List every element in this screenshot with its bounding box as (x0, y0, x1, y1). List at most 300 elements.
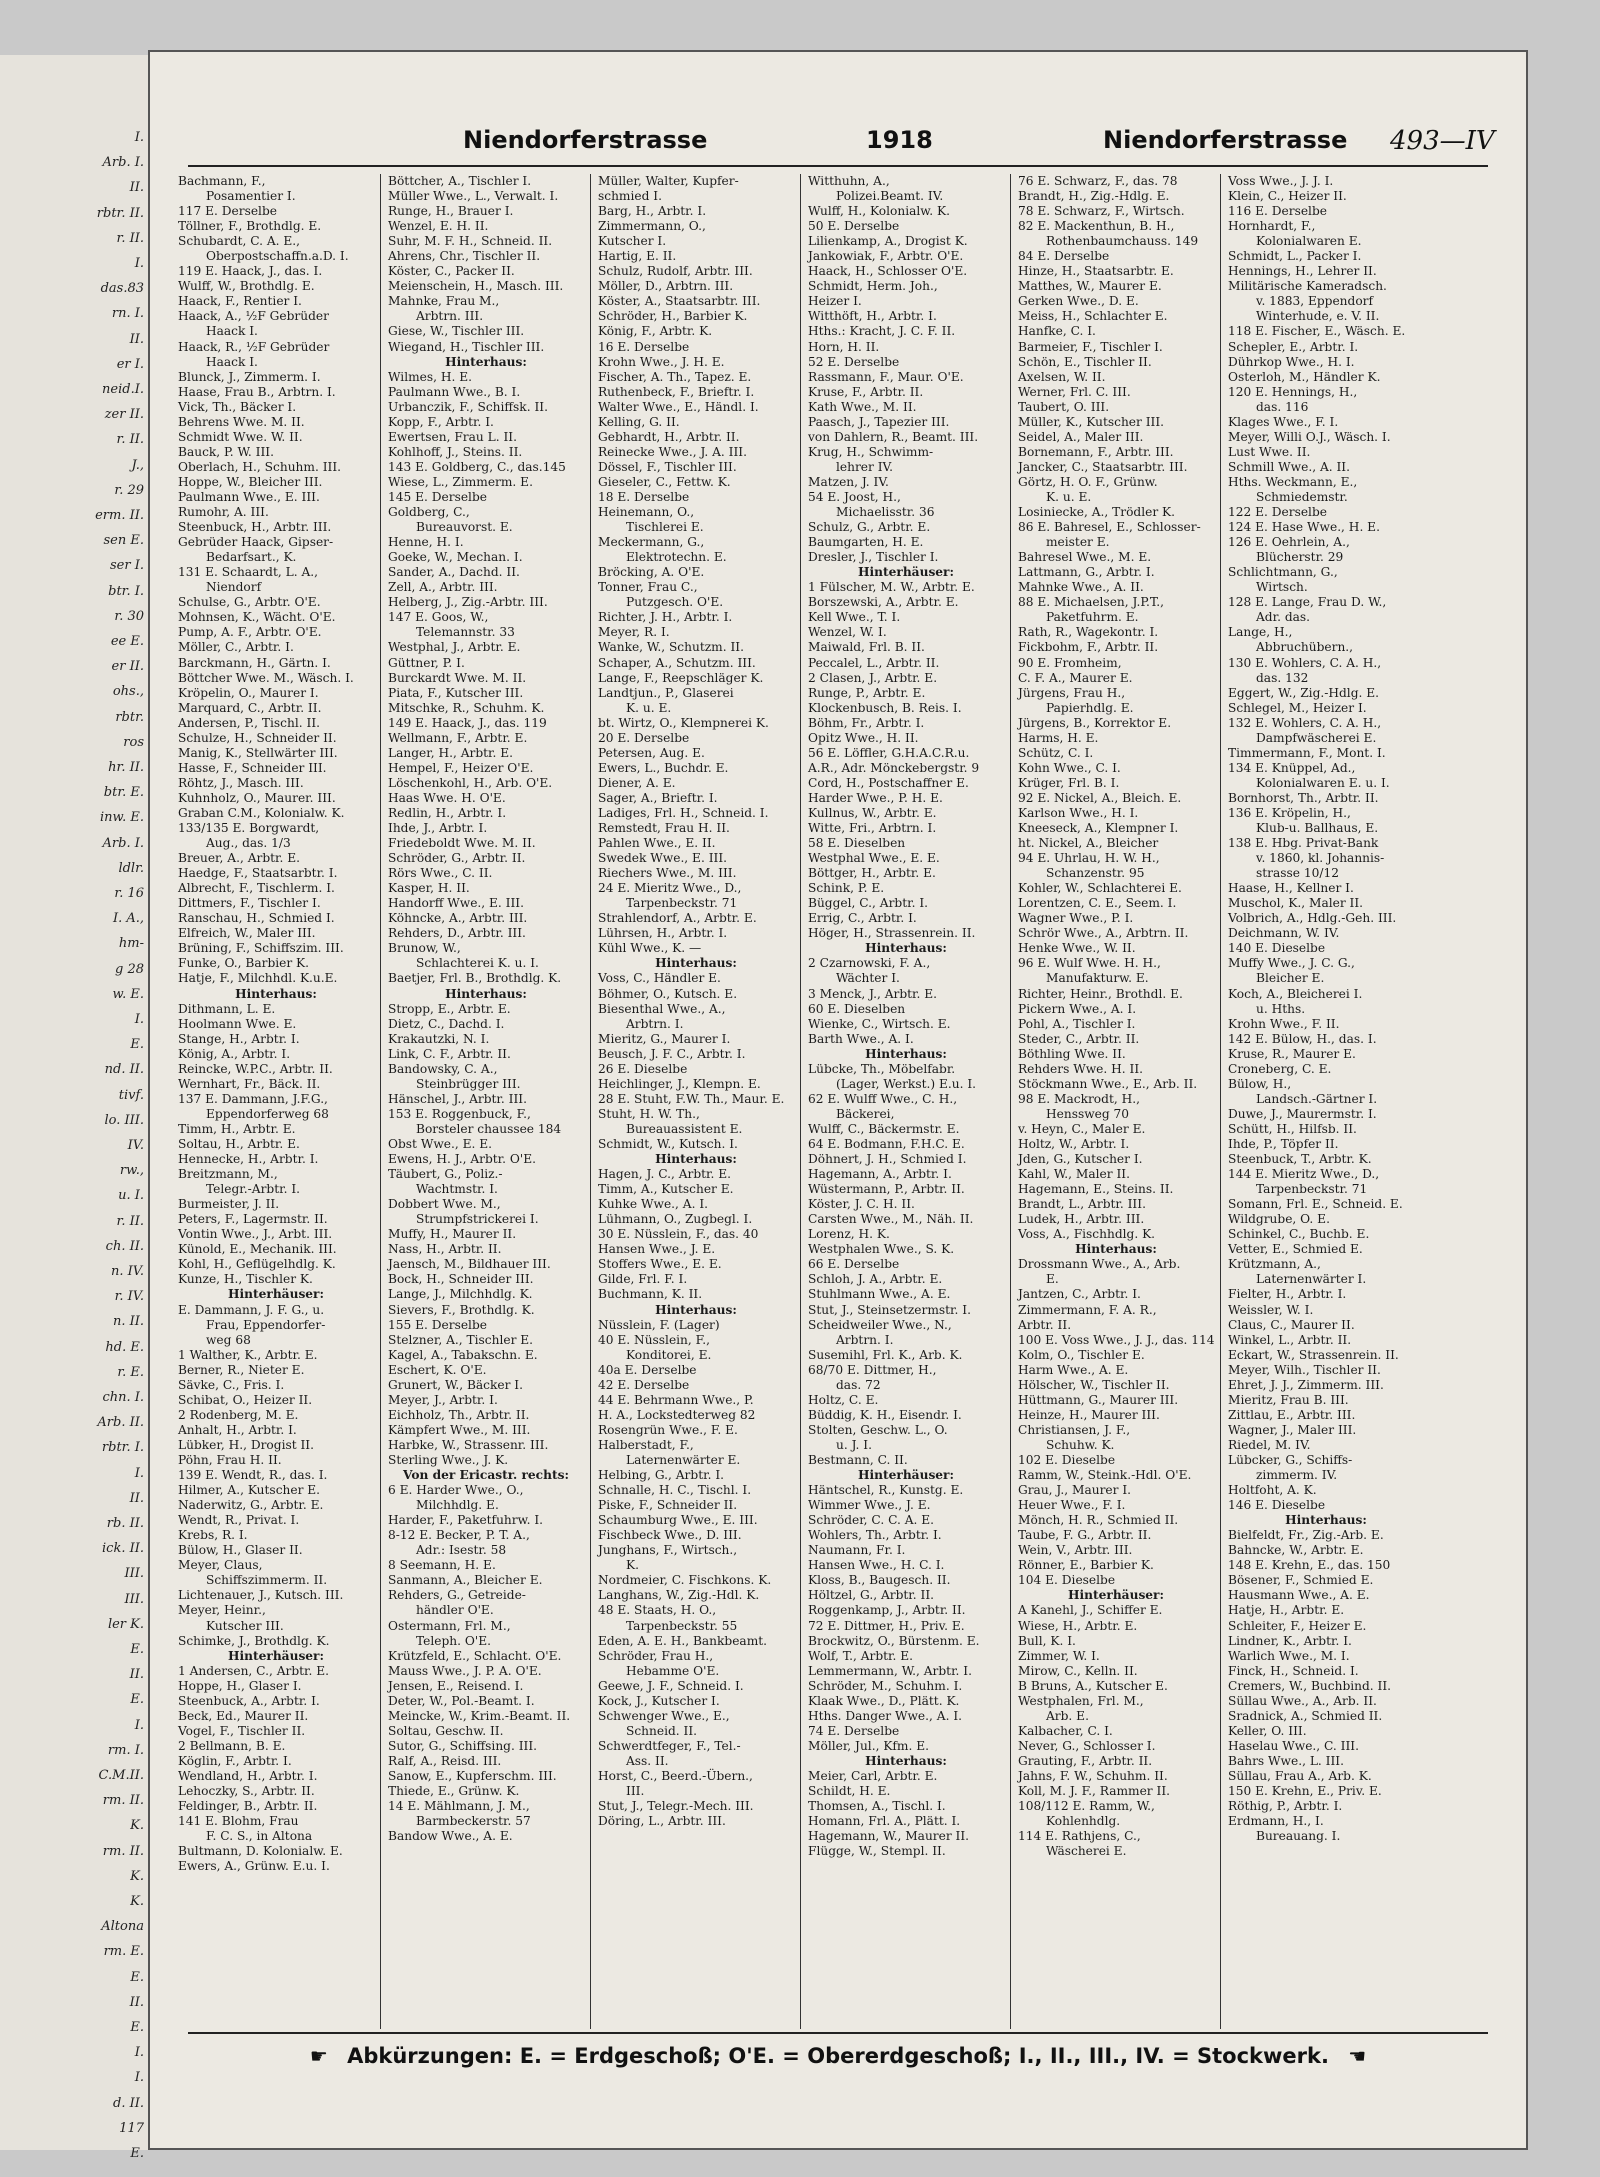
directory-entry: Höger, H., Strassenrein. II. (808, 926, 976, 941)
directory-entry: Schulse, G., Arbtr. O'E. (178, 595, 321, 610)
directory-entry: Kullnus, W., Arbtr. E. (808, 805, 937, 820)
directory-entry: Böttcher, A., Tischler I. (388, 174, 532, 188)
directory-entry: Scheidweiler Wwe., N., (808, 1317, 952, 1332)
directory-entry: Ranschau, H., Schmied I. (178, 911, 335, 926)
directory-entry: 1 Andersen, C., Arbtr. E. (178, 1663, 330, 1678)
directory-entry: Wulff, C., Bäckermstr. E. (808, 1121, 960, 1136)
margin-fragment: btr. E. (103, 785, 144, 801)
directory-entry: Meiss, H., Schlachter E. (1018, 309, 1168, 324)
column-divider (1010, 174, 1011, 2029)
directory-entry: 117 E. Derselbe (178, 204, 277, 219)
directory-entry: Paasch, J., Tapezier III. (808, 414, 950, 429)
directory-entry: Richter, J. H., Arbtr. I. (598, 610, 733, 625)
directory-entry: Lange, F., Reepschläger K. (598, 670, 764, 685)
directory-entry: Gebrüder Haack, Gipser- (178, 535, 334, 550)
directory-entry: Kolonialwaren E. u. I. (1256, 775, 1390, 790)
directory-entry: Duwe, J., Maurermstr. I. (1228, 1106, 1377, 1121)
directory-entry: Junghans, F., Wirtsch., (598, 1543, 738, 1558)
directory-entry: Bösener, F., Schmied E. (1228, 1573, 1374, 1588)
directory-entry: Beck, Ed., Maurer II. (178, 1708, 309, 1723)
directory-entry: Arbtrn. I. (626, 1016, 684, 1031)
column-2 (388, 174, 584, 2029)
directory-entry: Schlachterei K. u. I. (416, 956, 539, 971)
directory-entry: Schulze, H., Schneider II. (178, 730, 337, 745)
directory-entry: Blunck, J., Zimmerm. I. (178, 369, 321, 384)
directory-entry: Putzgesch. O'E. (626, 595, 724, 610)
directory-entry: Gebhardt, H., Arbtr. II. (598, 429, 740, 444)
directory-entry: Krug, H., Schwimm- (808, 444, 934, 459)
directory-entry: Richter, Heinr., Brothdl. E. (1018, 986, 1183, 1001)
directory-entry: Sradnick, A., Schmied II. (1228, 1708, 1383, 1723)
street-title-right: Niendorferstrasse (1103, 126, 1348, 154)
directory-entry: Taubert, O. III. (1018, 399, 1110, 414)
directory-entry: Telemannstr. 33 (416, 625, 515, 640)
directory-entry: Kühl Wwe., K. — (598, 941, 702, 956)
directory-entry: Hinterhaus: (235, 986, 317, 1001)
directory-entry: 124 E. Hase Wwe., H. E. (1228, 520, 1380, 535)
directory-entry: 155 E. Derselbe (388, 1317, 487, 1332)
directory-entry: Polizei.Beamt. IV. (836, 189, 944, 204)
directory-entry: Rehders, G., Getreide- (388, 1588, 526, 1603)
directory-entry: bt. Wirtz, O., Klempnerei K. (598, 715, 769, 730)
abbreviation-text: E. = Erdgeschoß; O'E. = Obererdgeschoß; I., II., III., IV. = Stockwerk. (519, 2044, 1329, 2068)
directory-entry: Runge, P., Arbtr. E. (808, 685, 926, 700)
directory-entry: 18 E. Derselbe (598, 489, 690, 504)
directory-entry: 28 E. Stuht, F.W. Th., Maur. E. (598, 1091, 785, 1106)
directory-entry: Mauss Wwe., J. P. A. O'E. (388, 1663, 542, 1678)
directory-entry: 114 E. Rathjens, C., (1018, 1829, 1141, 1844)
directory-entry: Hinterhäuser: (228, 1648, 324, 1663)
directory-entry: Wendland, H., Arbtr. I. (178, 1768, 318, 1783)
directory-entry: Büddig, K. H., Eisendr. I. (808, 1407, 962, 1422)
directory-entry: Hths.: Kracht, J. C. F. II. (808, 324, 956, 339)
directory-entry: Schaumburg Wwe., E. III. (598, 1513, 758, 1528)
directory-entry: Funke, O., Barbier K. (178, 956, 310, 971)
directory-entry: Büggel, C., Arbtr. I. (808, 896, 929, 911)
directory-entry: Stöckmann Wwe., E., Arb. II. (1018, 1076, 1198, 1091)
directory-entry: Croneberg, C. E. (1228, 1061, 1332, 1076)
directory-entry: Böthling Wwe. II. (1018, 1046, 1126, 1061)
directory-entry: Schütt, H., Hilfsb. II. (1228, 1121, 1357, 1136)
directory-entry: Wernhart, Fr., Bäck. II. (178, 1076, 321, 1091)
margin-fragment: II. (129, 180, 144, 196)
directory-entry: Zell, A., Arbtr. III. (388, 580, 498, 595)
directory-entry: Schlichtmann, G., (1228, 565, 1338, 580)
directory-entry: 74 E. Derselbe (808, 1723, 900, 1738)
directory-entry: Breuer, A., Arbtr. E. (178, 851, 301, 866)
directory-entry: Bauck, P. W. III. (178, 444, 274, 459)
directory-entry: Hths. Danger Wwe., A. I. (808, 1708, 963, 1723)
margin-fragment: I. (134, 2070, 144, 2086)
directory-entry: Pohl, A., Tischler I. (1018, 1016, 1136, 1031)
directory-entry: Rönner, E., Barbier K. (1018, 1558, 1154, 1573)
directory-entry: 50 E. Derselbe (808, 219, 900, 234)
directory-entry: 138 E. Hbg. Privat-Bank (1228, 836, 1379, 851)
directory-entry: Gieseler, C., Fettw. K. (598, 474, 731, 489)
directory-entry: Errig, C., Arbtr. I. (808, 911, 917, 926)
directory-entry: Goeke, W., Mechan. I. (388, 550, 523, 565)
directory-entry: Hinterhaus: (1075, 1242, 1157, 1257)
directory-entry: 76 E. Schwarz, F., das. 78 (1018, 174, 1178, 188)
directory-entry: Eckart, W., Strassenrein. II. (1228, 1347, 1399, 1362)
directory-entry: Kalbacher, C. I. (1018, 1723, 1113, 1738)
directory-entry: Piata, F., Kutscher III. (388, 685, 524, 700)
directory-entry: Karlson Wwe., H. I. (1018, 805, 1139, 820)
directory-entry: Bandowsky, C. A., (388, 1061, 498, 1076)
directory-entry: Bornemann, F., Arbtr. III. (1018, 444, 1174, 459)
directory-entry: Bedarfsart., K. (206, 550, 297, 565)
margin-fragment: neid.I. (102, 382, 144, 397)
directory-entry: Fielter, H., Arbtr. I. (1228, 1287, 1347, 1302)
directory-entry: Koch, A., Bleicherei I. (1228, 986, 1363, 1001)
directory-entry: 116 E. Derselbe (1228, 204, 1327, 219)
directory-entry: Hinterhaus: (655, 956, 737, 971)
margin-fragment: r. II. (116, 230, 144, 246)
directory-entry: Bureauvorst. E. (416, 520, 513, 535)
directory-entry: Haase, H., Kellner I. (1228, 881, 1354, 896)
directory-entry: Buchmann, K. II. (598, 1287, 703, 1302)
directory-entry: 98 E. Mackrodt, H., (1018, 1091, 1140, 1106)
directory-entry: Bultmann, D. Kolonialw. E. (178, 1844, 343, 1859)
directory-entry: Bornhorst, Th., Arbtr. II. (1228, 790, 1379, 805)
directory-entry: Lorenz, H. K. (808, 1227, 890, 1242)
directory-entry: Wellmann, F., Arbtr. E. (388, 730, 528, 745)
margin-fragment: r. II. (116, 432, 144, 448)
directory-entry: Hilmer, A., Kutscher E. (178, 1483, 321, 1498)
margin-fragment: II. (129, 331, 144, 347)
directory-entry: Hüttmann, G., Maurer III. (1018, 1392, 1179, 1407)
directory-entry: Krohn Wwe., J. H. E. (598, 354, 725, 369)
directory-entry: Schaper, A., Schutzm. III. (598, 655, 756, 670)
directory-entry: Stut, J., Steinsetzermstr. I. (808, 1302, 971, 1317)
directory-entry: Link, C. F., Arbtr. II. (388, 1046, 511, 1061)
margin-fragment: IV. (127, 1138, 144, 1153)
directory-entry: Hoppe, W., Bleicher III. (178, 474, 323, 489)
directory-entry: Jürgens, Frau H., (1018, 685, 1126, 700)
directory-entry: Eppendorferweg 68 (206, 1106, 329, 1121)
directory-entry: Heinemann, O., (598, 505, 695, 520)
directory-entry: 108/112 E. Ramm, W., (1018, 1799, 1155, 1814)
directory-entry: Ewens, H. J., Arbtr. O'E. (388, 1152, 537, 1167)
directory-entry: Hoppe, H., Glaser I. (178, 1678, 302, 1693)
directory-entry: Bahrs Wwe., L. III. (1228, 1753, 1344, 1768)
directory-entry: Kahl, W., Maler II. (1018, 1167, 1130, 1182)
directory-entry: Hagemann, E., Steins. II. (1018, 1182, 1174, 1197)
directory-entry: Eden, A. E. H., Bankbeamt. (598, 1633, 768, 1648)
margin-fragment: ser I. (110, 558, 144, 574)
directory-entry: Wächter I. (836, 971, 900, 986)
directory-entry: Landtjun., P., Glaserei (598, 685, 734, 700)
margin-fragment: I. (134, 1717, 144, 1733)
directory-entry: Telegr.-Arbtr. I. (206, 1182, 301, 1197)
directory-entry: III. (626, 1784, 645, 1799)
directory-entry: Mohnsen, K., Wächt. O'E. (178, 610, 336, 625)
directory-entry: Wein, V., Arbtr. III. (1018, 1543, 1133, 1558)
directory-entry: Henne, H. I. (388, 535, 464, 550)
directory-entry: Wirtsch. (1256, 580, 1308, 595)
directory-entry: Haas Wwe. H. O'E. (388, 790, 506, 805)
directory-entry: Kämpfert Wwe., M. III. (388, 1422, 531, 1437)
directory-entry: Lange, J., Milchhdlg. K. (388, 1287, 533, 1302)
directory-entry: Hagemann, W., Maurer II. (808, 1829, 970, 1844)
directory-entry: Mirow, C., Kelln. II. (1018, 1663, 1138, 1678)
directory-entry: Ahrens, Chr., Tischler II. (388, 249, 541, 264)
directory-entry: 130 E. Wohlers, C. A. H., (1228, 655, 1382, 670)
directory-entry: Paulmann Wwe., E. III. (178, 489, 320, 504)
directory-entry: Schulz, G., Arbtr. E. (808, 520, 931, 535)
column-divider (380, 174, 381, 2029)
directory-entry: Cord, H., Postschaffner E. (808, 775, 969, 790)
directory-entry: Pickern Wwe., A. I. (1018, 1001, 1137, 1016)
directory-entry: Hinterhäuser: (858, 565, 954, 580)
directory-entry: Meyer, Willi O.J., Wäsch. I. (1228, 429, 1391, 444)
directory-entry: Westphal, J., Arbtr. E. (388, 640, 521, 655)
column-3 (598, 174, 794, 2029)
directory-entry: Kruse, R., Maurer E. (1228, 1046, 1356, 1061)
directory-entry: Meier, Carl, Arbtr. E. (808, 1768, 938, 1783)
directory-entry: Suhr, M. F. H., Schneid. II. (388, 234, 553, 249)
margin-fragment: K. (130, 1868, 144, 1884)
directory-entry: 44 E. Behrmann Wwe., P. (598, 1392, 754, 1407)
directory-entry: Köster, C., Packer II. (388, 264, 515, 279)
directory-entry: Döhnert, J. H., Schmied I. (808, 1152, 967, 1167)
directory-entry: Schröder, H., Barbier K. (598, 309, 748, 324)
directory-entry: Bleicher E. (1256, 971, 1325, 986)
directory-entry: Kruse, F., Arbtr. II. (808, 384, 924, 399)
directory-entry: 153 E. Roggenbuck, F., (388, 1106, 531, 1121)
column-divider (800, 174, 801, 2029)
directory-entry: Henke Wwe., W. II. (1018, 941, 1136, 956)
margin-fragment: w. E. (112, 986, 144, 1002)
directory-entry: Lichtenauer, J., Kutsch. III. (178, 1588, 344, 1603)
directory-entry: Sager, A., Brieftr. I. (598, 790, 718, 805)
directory-entry: Jden, G., Kutscher I. (1018, 1152, 1143, 1167)
directory-entry: Schwerdtfeger, F., Tel.- (598, 1738, 741, 1753)
directory-entry: König, F., Arbtr. K. (598, 324, 713, 339)
directory-entry: 142 E. Bülow, H., das. I. (1228, 1031, 1377, 1046)
directory-entry: Steenbuck, H., Arbtr. III. (178, 520, 332, 535)
directory-entry: 2 Clasen, J., Arbtr. E. (808, 670, 938, 685)
directory-entry: Hornhardt, F., (1228, 219, 1316, 234)
directory-entry: Steenbuck, T., Arbtr. K. (1228, 1152, 1372, 1167)
directory-entry: Köster, J. C. H. II. (808, 1197, 915, 1212)
directory-entry: Jancker, C., Staatsarbtr. III. (1018, 459, 1188, 474)
directory-entry: Hennings, H., Lehrer II. (1228, 264, 1377, 279)
margin-fragment: er II. (111, 659, 144, 675)
directory-entry: Halberstadt, F., (598, 1437, 694, 1452)
margin-fragment: Arb. I. (102, 835, 144, 851)
directory-entry: Krützfeld, E., Schlacht. O'E. (388, 1648, 562, 1663)
margin-fragment: ch. II. (105, 1238, 144, 1254)
directory-entry: Schmidt Wwe. W. II. (178, 429, 303, 444)
directory-entry: Wiegand, H., Tischler III. (388, 339, 545, 354)
margin-fragment: nd. II. (104, 1062, 144, 1078)
directory-entry: Teleph. O'E. (416, 1633, 492, 1648)
directory-entry: Borsteler chaussee 184 (416, 1121, 562, 1136)
directory-entry: Hinterhaus: (865, 1753, 947, 1768)
directory-entry: Wiese, H., Arbtr. E. (1018, 1618, 1138, 1633)
directory-entry: Voss Wwe., J. J. I. (1228, 174, 1334, 188)
directory-entry: Flügge, W., Stempl. II. (808, 1844, 946, 1859)
directory-entry: Rassmann, F., Maur. O'E. (808, 369, 964, 384)
directory-entry: Voss, C., Händler E. (598, 971, 721, 986)
directory-entry: K. u. E. (1046, 489, 1092, 504)
margin-fragment: rbtr. I. (101, 1440, 144, 1456)
margin-fragment: rw., (119, 1163, 144, 1179)
directory-entry: Cremers, W., Buchbind. II. (1228, 1678, 1392, 1693)
directory-entry: Kuhke Wwe., A. I. (598, 1197, 709, 1212)
directory-entry: Klages Wwe., F. I. (1228, 414, 1339, 429)
directory-page (148, 50, 1528, 2150)
directory-entry: Manig, K., Stellwärter III. (178, 745, 338, 760)
directory-entry: Somann, Frl. E., Schneid. E. (1228, 1197, 1403, 1212)
margin-fragment: er I. (116, 356, 144, 372)
directory-entry: Schildt, H. E. (808, 1784, 891, 1799)
directory-entry: Klaak Wwe., D., Plätt. K. (808, 1693, 960, 1708)
directory-entry: Wagner Wwe., P. I. (1018, 911, 1134, 926)
margin-fragment: rb. II. (106, 1516, 144, 1531)
directory-entry: Redlin, H., Arbtr. I. (388, 805, 507, 820)
directory-entry: 1 Walther, K., Arbtr. E. (178, 1347, 318, 1362)
directory-entry: Ramm, W., Steink.-Hdl. O'E. (1018, 1468, 1192, 1483)
directory-entry: Wagner, J., Maler III. (1228, 1422, 1357, 1437)
directory-entry: Voss, A., Fischhdlg. K. (1018, 1227, 1156, 1242)
directory-entry: Hansen Wwe., J. E. (598, 1242, 716, 1257)
directory-entry: Kath Wwe., M. II. (808, 399, 917, 414)
directory-entry: 72 E. Dittmer, H., Priv. E. (808, 1618, 965, 1633)
directory-entry: 134 E. Knüppel, Ad., (1228, 760, 1356, 775)
directory-entry: Landsch.-Gärtner I. (1256, 1091, 1378, 1106)
directory-entry: Carsten Wwe., M., Näh. II. (808, 1212, 974, 1227)
directory-entry: 8-12 E. Becker, P. T. A., (388, 1528, 530, 1543)
directory-entry: Klockenbusch, B. Reis. I. (808, 700, 962, 715)
directory-entry: Süllau Wwe., A., Arb. II. (1228, 1693, 1377, 1708)
directory-entry: Hatje, H., Arbtr. E. (1228, 1603, 1345, 1618)
directory-entry: Krüger, Frl. B. I. (1018, 775, 1120, 790)
directory-entry: Heichlinger, J., Klempn. E. (598, 1076, 761, 1091)
directory-entry: Holtfoht, A. K. (1228, 1483, 1317, 1498)
directory-entry: Schuhw. K. (1046, 1437, 1115, 1452)
directory-entry: E. (1046, 1272, 1059, 1287)
margin-fragment: ick. II. (102, 1541, 144, 1557)
directory-entry: Harbke, W., Strassenr. III. (388, 1437, 549, 1452)
directory-entry: Oberpostschaffn.a.D. I. (206, 249, 349, 264)
margin-fragment: inw. E. (99, 810, 144, 826)
directory-entry: Von der Ericastr. rechts: (403, 1468, 569, 1483)
year-label: 1918 (866, 126, 933, 154)
directory-entry: Breitzmann, M., (178, 1167, 278, 1182)
directory-entry: Beusch, J. F. C., Arbtr. I. (598, 1046, 746, 1061)
directory-entry: Winkel, L., Arbtr. II. (1228, 1332, 1352, 1347)
directory-entry: Meyer, Wilh., Tischler II. (1228, 1362, 1381, 1377)
directory-entry: 104 E. Dieselbe (1018, 1573, 1116, 1588)
directory-entry: 144 E. Mieritz Wwe., D., (1228, 1167, 1380, 1182)
directory-entry: Kolm, O., Tischler E. (1018, 1347, 1145, 1362)
directory-entry: Urbanczik, F., Schiffsk. II. (388, 399, 548, 414)
directory-entry: Wienke, C., Wirtsch. E. (808, 1016, 951, 1031)
directory-entry: 133/135 E. Borgwardt, (178, 821, 320, 836)
directory-entry: Krakautzki, N. I. (388, 1031, 490, 1046)
directory-entry: Schmidt, Herm. Joh., (808, 279, 938, 294)
directory-entry: Manufakturw. E. (1046, 971, 1149, 986)
directory-entry: Witthuhn, A., (808, 174, 890, 188)
directory-entry: Heizer I. (808, 294, 862, 309)
directory-entry: Bülow, H., Glaser II. (178, 1543, 303, 1558)
column-4 (808, 174, 1004, 2029)
directory-entry: Hinterhaus: (445, 986, 527, 1001)
directory-entry: Jankowiak, F., Arbtr. O'E. (808, 249, 964, 264)
directory-entry: Diener, A. E. (598, 775, 676, 790)
directory-entry: Elfreich, W., Maler III. (178, 926, 316, 941)
directory-entry: Bröcking, A. O'E. (598, 565, 705, 580)
directory-entry: Kell Wwe., T. I. (808, 610, 901, 625)
directory-entry: Brandt, H., Zig.-Hdlg. E. (1018, 189, 1170, 204)
pointing-hand-right-icon: ☛ (309, 2044, 328, 2068)
directory-entry: lehrer IV. (836, 459, 894, 474)
column-divider (1220, 174, 1221, 2029)
directory-entry: H. A., Lockstedterweg 82 (598, 1407, 756, 1422)
directory-entry: 118 E. Fischer, E., Wäsch. E. (1228, 324, 1406, 339)
directory-entry: Hinterhäuser: (858, 1468, 954, 1483)
directory-entry: K. u. E. (626, 700, 672, 715)
directory-entry: Hebamme O'E. (626, 1663, 720, 1678)
directory-entry: Lilienkamp, A., Drogist K. (808, 234, 968, 249)
directory-entry: Schulz, Rudolf, Arbtr. III. (598, 264, 753, 279)
directory-entry: Dithmann, L. E. (178, 1001, 276, 1016)
directory-entry: Künold, E., Mechanik. III. (178, 1242, 337, 1257)
directory-entry: Hagen, J. C., Arbtr. E. (598, 1167, 732, 1182)
directory-entry: Jensen, E., Reisend. I. (388, 1678, 524, 1693)
directory-entry: Dührkop Wwe., H. I. (1228, 354, 1355, 369)
directory-entry: Dössel, F., Tischler III. (598, 459, 737, 474)
directory-entry: Brandt, L., Arbtr. III. (1018, 1197, 1146, 1212)
directory-entry: 16 E. Derselbe (598, 339, 690, 354)
directory-entry: Hempel, F., Heizer O'E. (388, 760, 534, 775)
directory-entry: Zimmer, W. I. (1018, 1648, 1100, 1663)
directory-entry: Kutscher III. (206, 1618, 284, 1633)
directory-entry: Dietz, C., Dachd. I. (388, 1016, 505, 1031)
directory-entry: Hatje, F., Milchhdl. K.u.E. (178, 971, 338, 986)
directory-entry: Fickbohm, F., Arbtr. II. (1018, 640, 1159, 655)
directory-entry: Lemmermann, W., Arbtr. I. (808, 1663, 972, 1678)
directory-entry: Lübker, H., Drogist II. (178, 1437, 314, 1452)
directory-entry: Köster, A., Staatsarbtr. III. (598, 294, 761, 309)
directory-entry: Handorff Wwe., E. III. (388, 896, 524, 911)
directory-entry: Kneeseck, A., Klempner I. (1018, 821, 1179, 836)
directory-entry: Andersen, P., Tischl. II. (178, 715, 321, 730)
directory-entry: Hinterhaus: (655, 1302, 737, 1317)
directory-entry: Kröpelin, O., Maurer I. (178, 685, 319, 700)
directory-entry: Stut, J., Telegr.-Mech. III. (598, 1799, 754, 1814)
directory-entry: Taube, F. G., Arbtr. II. (1018, 1528, 1152, 1543)
directory-entry: weg 68 (206, 1332, 251, 1347)
directory-entry: 148 E. Krehn, E., das. 150 (1228, 1558, 1391, 1573)
margin-fragment: E. (130, 1969, 144, 1985)
directory-entry: Westphal Wwe., E. E. (808, 851, 940, 866)
directory-entry: Arbtrn. I. (836, 1332, 894, 1347)
directory-entry: Burckardt Wwe. M. II. (388, 670, 527, 685)
directory-entry: Kohn Wwe., C. I. (1018, 760, 1121, 775)
margin-fragment: ee E. (110, 634, 144, 649)
directory-entry: Stuhlmann Wwe., A. E. (808, 1287, 951, 1302)
directory-entry: Bock, H., Schneider III. (388, 1272, 534, 1287)
directory-entry: Piske, F., Schneider II. (598, 1498, 738, 1513)
directory-entry: Hagemann, A., Arbtr. I. (808, 1167, 952, 1182)
directory-entry: Müller Wwe., L., Verwalt. I. (388, 189, 559, 204)
directory-entry: Gerken Wwe., D. E. (1018, 294, 1139, 309)
directory-entry: Muffy, H., Maurer II. (388, 1227, 517, 1242)
directory-entry: Thiede, E., Grünw. K. (388, 1784, 520, 1799)
